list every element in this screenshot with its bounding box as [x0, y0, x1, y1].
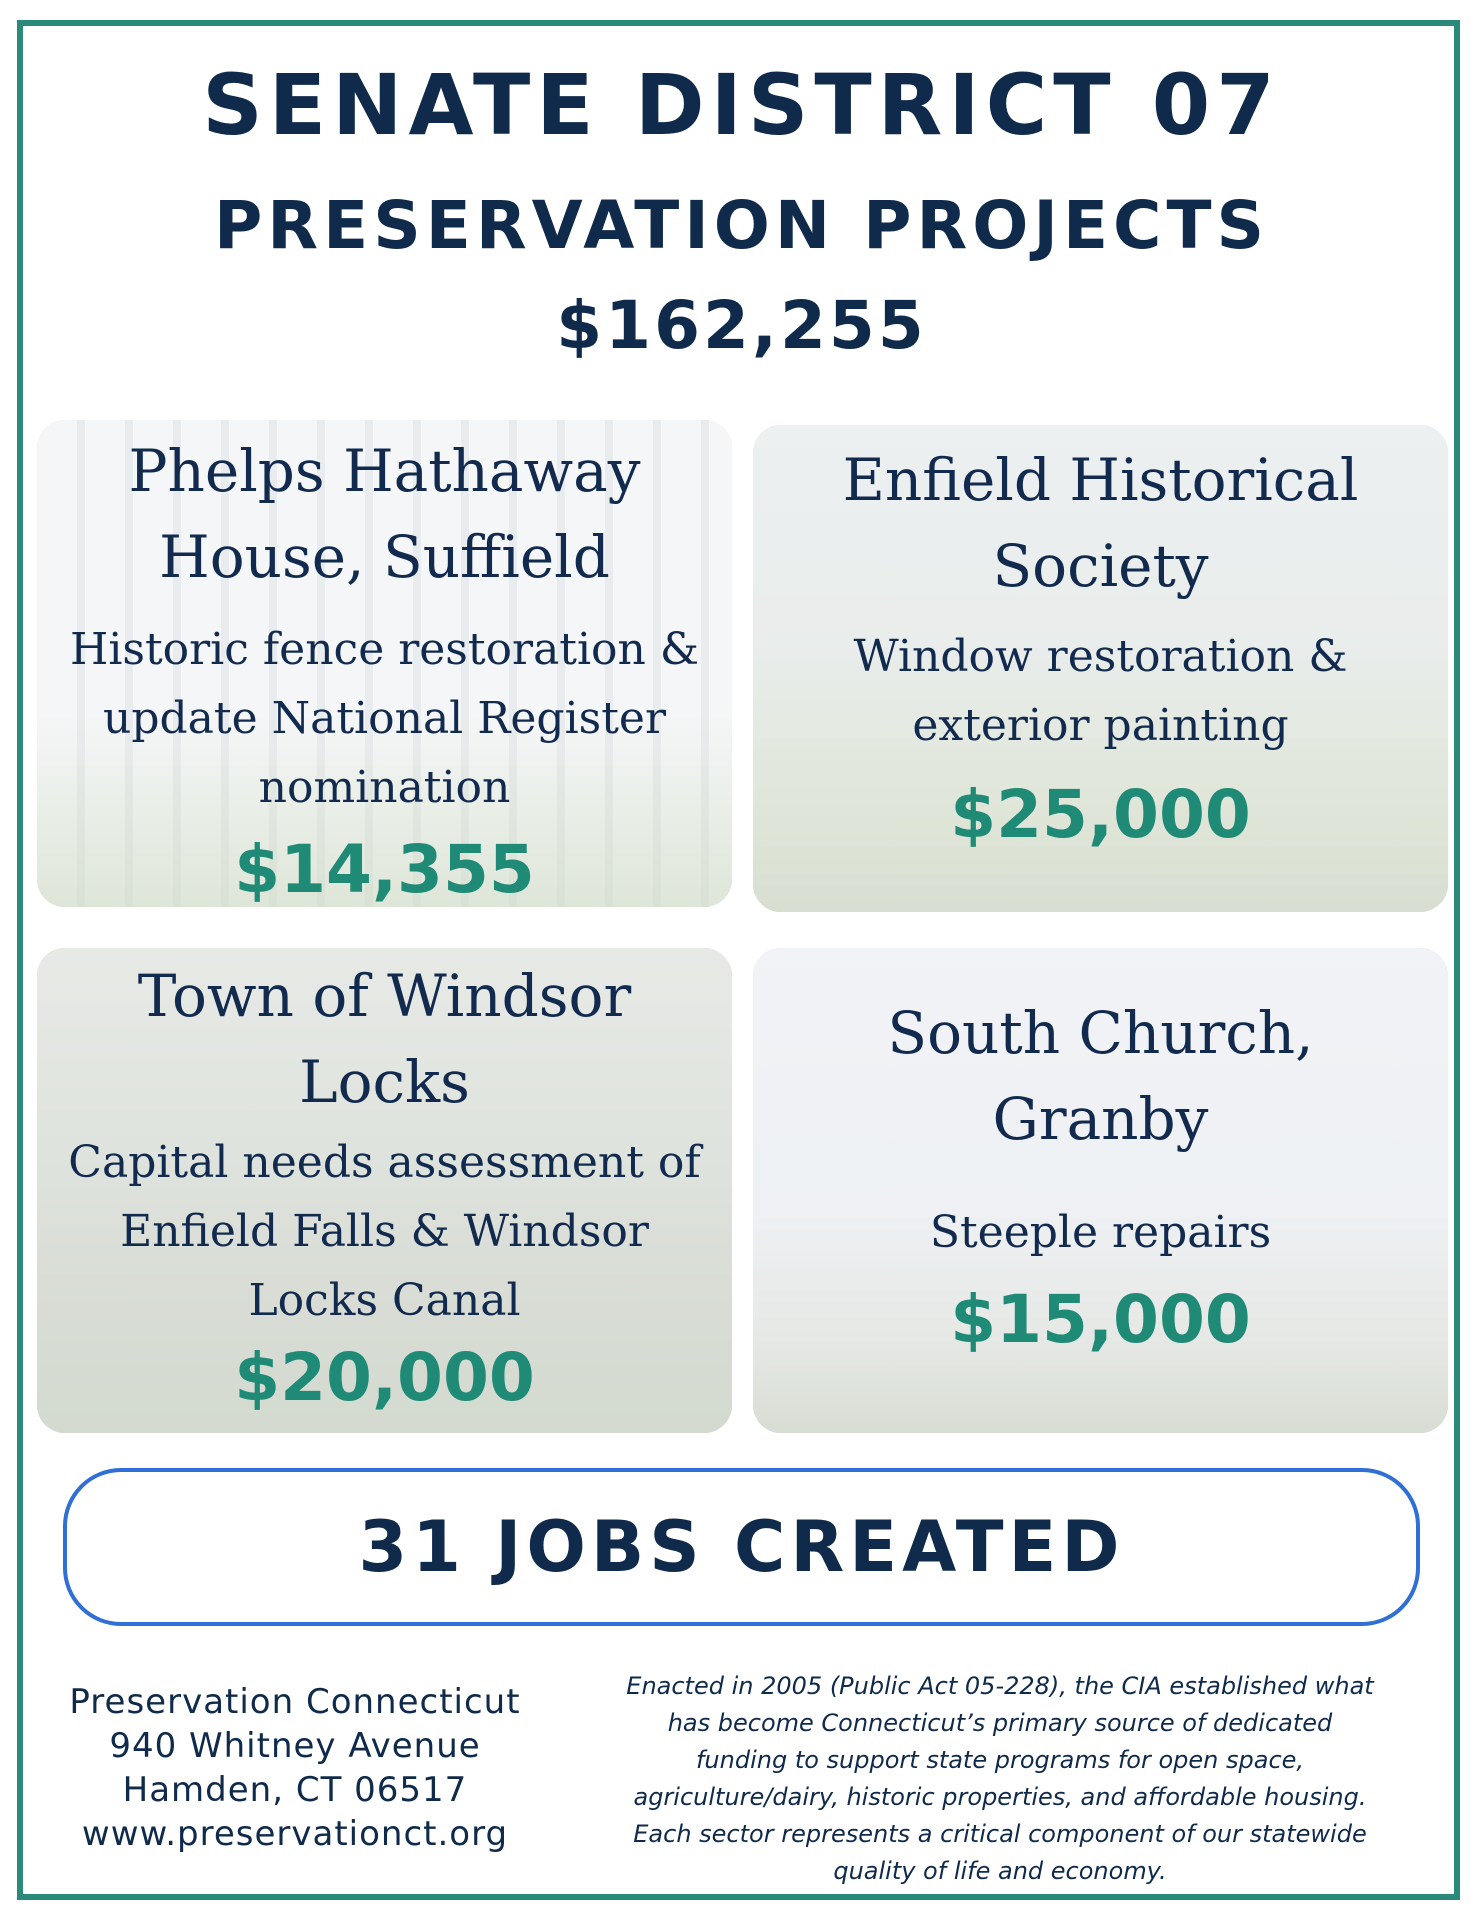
contact-address	[40, 1680, 550, 1856]
page-subtitle: PRESERVATION PROJECTS	[213, 187, 1270, 264]
project-name: Enfield Historical Society	[842, 446, 1359, 600]
project-description: Capital needs assessment of Enfield Falls & Windsor Locks Canal	[68, 1137, 701, 1326]
org-name: Preservation Connecticut	[69, 1682, 521, 1722]
city-state-zip: Hamden, CT 06517	[122, 1770, 468, 1810]
project-name: Town of Windsor Locks	[137, 962, 632, 1116]
project-card-phelps-hathaway	[37, 420, 732, 907]
page-title: SENATE DISTRICT 07	[202, 56, 1281, 154]
project-card-south-church	[753, 948, 1448, 1433]
project-name: Phelps Hathaway House, Suffield	[128, 437, 641, 591]
project-card-windsor-locks	[37, 948, 732, 1433]
website-link[interactable]: www.preservationct.org	[81, 1814, 509, 1854]
project-description: Window restoration & exterior painting	[853, 631, 1348, 751]
cia-description: Enacted in 2005 (Public Act 05-228), the CIA established what has become Connecticut’s primary source of dedicated funding to support state programs for open space, agriculture/dairy, historic properties, and affordable housing. Each sector represents a critical component of our statewide quality of life and economy.	[626, 1672, 1374, 1885]
project-amount: $20,000	[234, 1339, 535, 1416]
project-name: South Church, Granby	[887, 999, 1314, 1153]
project-card-enfield-historical	[753, 425, 1448, 912]
project-amount: $14,355	[234, 831, 535, 907]
project-description: Steeple repairs	[929, 1207, 1272, 1258]
project-amount: $25,000	[950, 776, 1251, 853]
project-amount: $15,000	[950, 1281, 1251, 1358]
street-address: 940 Whitney Avenue	[109, 1726, 481, 1766]
jobs-created-banner	[63, 1468, 1420, 1626]
project-description: Historic fence restoration & update National Register nomination	[69, 624, 700, 813]
jobs-created-text: 31 JOBS CREATED	[358, 1506, 1125, 1588]
total-amount: $162,255	[556, 287, 927, 364]
